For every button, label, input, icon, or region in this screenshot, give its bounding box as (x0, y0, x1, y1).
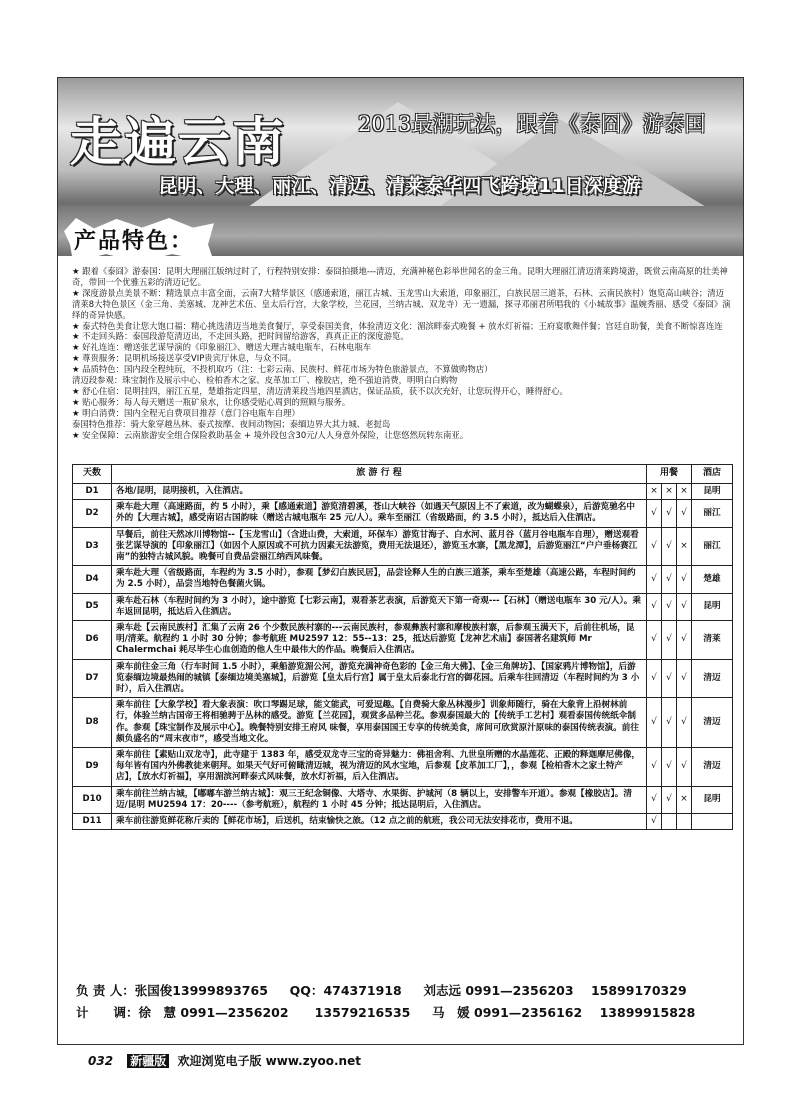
lunch-cell: √ (662, 659, 677, 698)
hotel-cell (692, 814, 733, 830)
table-row (73, 527, 733, 566)
dinner-cell: √ (677, 698, 692, 748)
hotel-cell: 昆明 (692, 786, 733, 813)
itinerary-cell: 乘车赴大理（高速路面，约 5 小时），乘【感通索道】游览清碧溪，苍山大峡谷（如遇天气原因上不了索道，改为蝴蝶泉），后游览驰名中外的【大理古城】，感受南诏古国韵味（赠送古城电瓶车 25 元/人）。乘车至丽江（省级路面，约 3.5 小时），抵达后入住酒店。 (112, 500, 647, 527)
footer-url: www.zyoo.net (265, 1054, 361, 1068)
header-hotel: 酒店 (692, 465, 733, 484)
hotel-cell: 清莱 (692, 621, 733, 660)
breakfast-cell: × (647, 484, 662, 500)
dinner-cell: √ (677, 500, 692, 527)
lunch-cell: √ (662, 748, 677, 787)
brand-title: 走遍云南 (70, 112, 287, 173)
lunch-cell: × (662, 484, 677, 500)
dinner-cell (677, 814, 692, 830)
hotel-cell: 昆明 (692, 484, 733, 500)
day-cell: D8 (73, 698, 112, 748)
itinerary-cell: 各地/昆明，昆明接机，入住酒店。 (112, 484, 647, 500)
contact-label: 负 责 人： (76, 983, 135, 998)
feature-item: ★ 贴心服务：每人每天赠送一瓶矿泉水，让你感受贴心周到的照顾与服务。 (72, 396, 351, 407)
breakfast-cell: √ (647, 698, 662, 748)
feature-item: ★ 安全保障：云南旅游安全组合保险救助基金 + 境外段包含30元/人人身意外保险，让您悠然玩转东南亚。 (72, 429, 469, 440)
slogan: 2013最潮玩法，跟着《泰囧》游泰国 (358, 112, 706, 136)
feature-item: ★ 品质特色：国内段全程纯玩，不投机取巧（注：七彩云南、民族村、鲜花市场为特色旅游景点，不算做购物店） (72, 364, 493, 375)
feature-item: ★ 泰式特色美食让您大饱口福：精心挑选清迈当地美食餐厅，享受泰国美食，体验清迈文化：湄滨畔泰式晚餐 + 放水灯祈福；王府宴歌舞伴餐；宫廷自助餐，美食不断惊喜连连 (72, 320, 723, 331)
itinerary-cell: 早餐后，前往天然冰川博物馆--【玉龙雪山】（含进山费，大索道，环保车）游览甘海子、白水河、蓝月谷（蓝月谷电瓶车自理），赠送观看张艺谋导演的【印象丽江】（如因个人原因或不可抗力因素无法游览，费用无法退还），游览玉水寨，【黑龙潭】，后游览丽江“户户垂杨赛江南”的独特古城风貌。晚餐可自费品尝丽江纳西风味餐。 (112, 527, 647, 566)
contact-label: 马 媛 (432, 1005, 470, 1020)
contact-value: 张国俊13999893765 (134, 983, 268, 998)
day-cell: D9 (73, 748, 112, 787)
day-cell: D4 (73, 566, 112, 593)
itinerary-cell: 乘车赴【云南民族村】汇集了云南 26 个少数民族村寨的---云南民族村，参观彝族村寨和摩梭族村寨，后参观玉满天下，后前往机场，昆明/清莱。航程约 1 小时 30 分钟；参考航班 MU2597 12：55--13：25，抵达后游览【龙神艺术庙】泰国著名建筑师 Mr Chalermchai 耗尽毕生心血创造的他人生中最伟大的作品。晚餐后入住酒店。 (112, 621, 647, 660)
hotel-cell: 清迈 (692, 659, 733, 698)
breakfast-cell: √ (647, 593, 662, 620)
feature-title: 产品特色： (74, 229, 195, 254)
page-number: 032 (88, 1054, 114, 1068)
page-footer (88, 1052, 361, 1069)
table-row (73, 814, 733, 830)
contact-value: 13579216535 (314, 1005, 411, 1020)
feature-item: ★ 深度游景点美景不断：精选景点丰富全面，云南7大精华景区（感通索道，丽江古城、玉龙雪山大索道，印象丽江，白族民居三道茶，石林、云南民族村）饱览高山峡谷；清迈清莱8大特色景区（金三角、美塞城、龙神艺术伍、皇太后行宫，大象学校，兰花园，兰纳古城、双龙寺）无一遗漏，探寻邓丽君所唱我的《小城故事》温婉秀丽、感受《泰囧》演绎的奇异快感。 (72, 287, 731, 320)
itinerary-cell: 乘车前往【大象学校】看大象表演：吹口琴踢足球，能文能武，可爱逗趣。【自费骑大象丛林漫步】训象师随行，骑在大象背上沿树林前行，体验兰纳古国帝王将相驰骋于丛林的感受。游览【兰花园】，观赏多品种兰花。参观泰国最大的【传统手工艺村】观看泰国传统纸伞制作。参观【珠宝制作及展示中心】。晚餐特别安排王府风 味餐，享用泰国国王专享的传统美食，席间可欣赏原汁原味的泰国传统表演。前往颇负盛名的“周末夜市”，感受当地文化。 (112, 698, 647, 748)
feature-item: ★ 不走回头路：泰国段游览清迈出，不走回头路，把时间留给游客，真真正正的深度游览。 (72, 331, 409, 342)
table-row (73, 786, 733, 813)
contact-label: 刘志远 (423, 983, 461, 998)
feature-item: ★ 舒心住宿：昆明挂四，丽江五星，楚雄指定四星，清迈清莱段当地四星酒店，保证品质，获不以次充好，让您玩得开心，睡得舒心。 (72, 385, 568, 396)
breakfast-cell: √ (647, 659, 662, 698)
hotel-cell: 清迈 (692, 698, 733, 748)
contact-value: 徐 慧 0991—2356202 (138, 1005, 289, 1020)
hotel-cell: 昆明 (692, 593, 733, 620)
lunch-cell: √ (662, 593, 677, 620)
dinner-cell: × (677, 484, 692, 500)
itinerary-table (72, 464, 733, 830)
table-header-row (73, 465, 733, 484)
hotel-cell: 丽江 (692, 527, 733, 566)
dinner-cell: × (677, 786, 692, 813)
dinner-cell: √ (677, 621, 692, 660)
itinerary-cell: 乘车前往金三角（行车时间 1.5 小时），乘船游览湄公河，游览充满神奇色彩的【金三角大佛】、【金三角牌坊】、【国家鸦片博物馆】，后游览泰缅边境最热闹的城镇【泰缅边境美塞城】，后游览【皇太后行宫】属于皇太后泰北行宫的御花园。后乘车往回清迈（车程时间约为 3 小时），后入住酒店。 (112, 659, 647, 698)
edition-tag: 新疆版 (127, 1054, 169, 1068)
day-cell: D7 (73, 659, 112, 698)
day-cell: D6 (73, 621, 112, 660)
header-plan: 旅 游 行 程 (112, 465, 647, 484)
contact-value: 0991—2356162 (474, 1005, 583, 1020)
contact-value: 13899915828 (599, 1005, 696, 1020)
hotel-cell: 丽江 (692, 500, 733, 527)
lunch-cell: √ (662, 500, 677, 527)
dinner-cell: √ (677, 566, 692, 593)
day-cell: D1 (73, 484, 112, 500)
table-row (73, 593, 733, 620)
contact-label: QQ： (289, 983, 324, 998)
dinner-cell: √ (677, 593, 692, 620)
itinerary-cell: 乘车赴大理（省级路面，车程约为 3.5 小时），参观【梦幻白族民居】，品尝诠释人生的白族三道茶，乘车至楚雄（高速公路，车程时间约为 2.5 小时），品尝当地特色餐菌火锅。 (112, 566, 647, 593)
breakfast-cell: √ (647, 814, 662, 830)
day-cell: D5 (73, 593, 112, 620)
feature-item: ★ 好礼连连：赠送张艺谋导演的《印象丽江》、赠送大理古城电瓶车，石林电瓶车 (72, 342, 372, 353)
itinerary-cell: 乘车赴石林（车程时间约为 3 小时），途中游览【七彩云南】，观看茶艺表演，后游览天下第一奇观---【石林】（赠送电瓶车 30 元/人）。乘车返回昆明，抵达后入住酒店。 (112, 593, 647, 620)
contact-value: 474371918 (323, 983, 402, 998)
breakfast-cell: √ (647, 748, 662, 787)
feature-item: ★ 明白消费：国内全程无自费项目推荐（意门谷电瓶车自理） (72, 407, 300, 418)
feature-item: ★ 跟着《泰囧》游泰国：昆明大理丽江版纳过时了，行程特别安排：泰囧拍摄地---清迈，充满神秘色彩举世闻名的金三角。昆明大理丽江清迈清莱跨境游，既赏云南高原的壮美神奇，带回一个优雅五彩的清迈记忆。 (72, 266, 728, 287)
table-row (73, 566, 733, 593)
day-cell: D2 (73, 500, 112, 527)
footer-text: 欢迎浏览电子版 (177, 1054, 262, 1068)
breakfast-cell: √ (647, 786, 662, 813)
feature-item: ★ 尊贵服务：昆明机场接送享受VIP贵宾厅休息，与众不同。 (72, 353, 297, 364)
table-row (73, 698, 733, 748)
breakfast-cell: √ (647, 527, 662, 566)
breakfast-cell: √ (647, 500, 662, 527)
lunch-cell (662, 814, 677, 830)
breakfast-cell: √ (647, 621, 662, 660)
feature-item: 清迈段参观：珠宝制作及展示中心、检柏香木之家、皮革加工厂、橡胶店，绝不强迫消费，明明白白购物 (72, 375, 458, 386)
day-cell: D10 (73, 786, 112, 813)
dinner-cell: × (677, 527, 692, 566)
contact-value: 0991—2356203 (465, 983, 574, 998)
breakfast-cell: √ (647, 566, 662, 593)
header-day: 天数 (73, 465, 112, 484)
lunch-cell: √ (662, 527, 677, 566)
table-row (73, 500, 733, 527)
table-row (73, 659, 733, 698)
itinerary-cell: 乘车前往游览鲜花称斤卖的【鲜花市场】，后送机，结束愉快之旅。（12 点之前的航班，我公司无法安排花市，费用不退。 (112, 814, 647, 830)
lunch-cell: √ (662, 786, 677, 813)
hotel-cell: 清迈 (692, 748, 733, 787)
lunch-cell: √ (662, 566, 677, 593)
route-title: 昆明、大理、丽江、清迈、清莱泰华四飞跨境11日深度游 (158, 175, 641, 197)
brochure-page (57, 77, 744, 1045)
table-row (73, 484, 733, 500)
feature-item: 泰国特色推荐：骑大象穿越丛林、泰式按摩、夜间动物园；泰缅边界大其力城、老挝岛 (72, 418, 391, 429)
dinner-cell: √ (677, 659, 692, 698)
lunch-cell: √ (662, 621, 677, 660)
contact-block (76, 980, 736, 1024)
contact-value: 15899170329 (590, 983, 687, 998)
dinner-cell: √ (677, 748, 692, 787)
contact-label: 计 调： (76, 1005, 139, 1020)
contact-row (76, 980, 736, 1002)
header-meals: 用餐 (647, 465, 692, 484)
itinerary-cell: 乘车前往兰纳古城，【嘟嘟车游兰纳古城】：观三王纪念铜像、大塔寺、水果街、护城河（8 辆以上，安排警车开道）。参观【橡胶店】。清迈/昆明 MU2594 17：20----（参考航班），航程约 1 小时 45 分钟；抵达昆明后，入住酒店。 (112, 786, 647, 813)
day-cell: D3 (73, 527, 112, 566)
itinerary-cell: 乘车前往【素贴山双龙寺】，此寺建于 1383 年，感受双龙寺三宝的奇异魅力：佛祖舍利、九世皇所赠的水晶莲花、正殿的释迦摩尼佛像，每年皆有国内外佛教徒来朝拜。如果天气好可俯瞰清迈城，视为清迈的风水宝地，后参观【皮革加工厂】，，参观【检柏香木之家土特产店】，【放水灯祈福】，享用湄滨河畔泰式风味餐，放水灯祈福，后入住酒店。 (112, 748, 647, 787)
day-cell: D11 (73, 814, 112, 830)
contact-row (76, 1002, 736, 1024)
table-row (73, 621, 733, 660)
hotel-cell: 楚雄 (692, 566, 733, 593)
feature-list (72, 266, 732, 441)
table-row (73, 748, 733, 787)
lunch-cell: √ (662, 698, 677, 748)
